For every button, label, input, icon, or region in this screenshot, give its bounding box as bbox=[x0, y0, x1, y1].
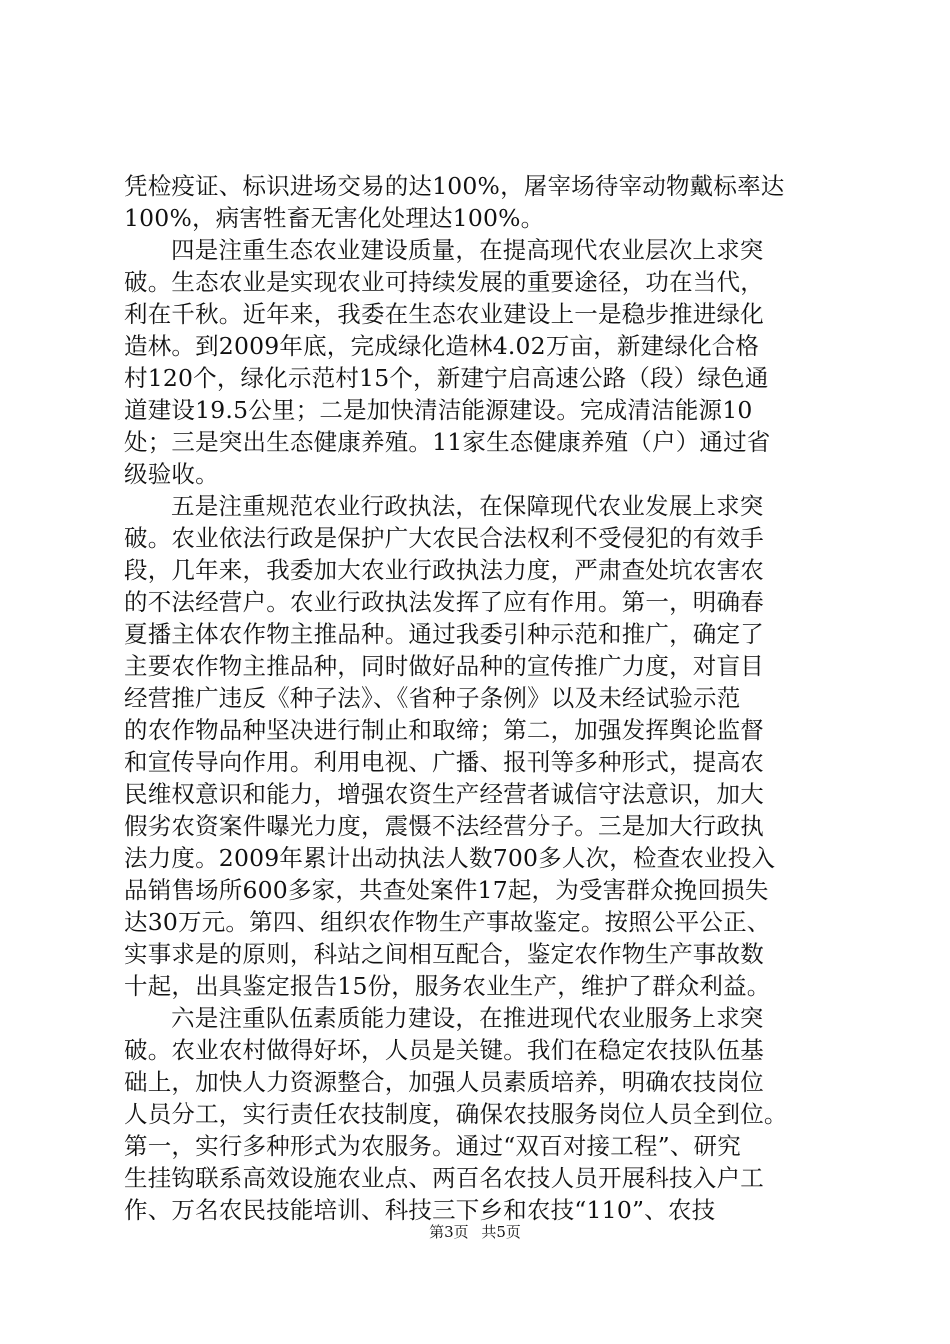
text-line: 人员分工，实行责任农技制度，确保农技服务岗位人员全到位。 bbox=[124, 1100, 788, 1128]
text-line: 第一，实行多种形式为农服务。通过“双百对接工程”、研究 bbox=[124, 1132, 741, 1160]
text-line: 作、万名农民技能培训、科技三下乡和农技“110”、农技 bbox=[124, 1196, 716, 1224]
text-line: 夏播主体农作物主推品种。通过我委引种示范和推广，确定了 bbox=[124, 620, 764, 648]
text-line: 凭检疫证、标识进场交易的达100%，屠宰场待宰动物戴标率达 bbox=[124, 172, 785, 200]
text-line: 主要农作物主推品种，同时做好品种的宣传推广力度，对盲目 bbox=[124, 652, 764, 680]
text-line: 处；三是突出生态健康养殖。11家生态健康养殖（户）通过省 bbox=[124, 428, 771, 456]
paragraph-start-line: 四是注重生态农业建设质量，在提高现代农业层次上求突 bbox=[171, 236, 764, 264]
text-line: 和宣传导向作用。利用电视、广播、报刊等多种形式，提高农 bbox=[124, 748, 764, 776]
text-line: 实事求是的原则，科站之间相互配合，鉴定农作物生产事故数 bbox=[124, 940, 764, 968]
text-line: 段，几年来，我委加大农业行政执法力度，严肃查处坑农害农 bbox=[124, 556, 764, 584]
page-footer bbox=[0, 1222, 950, 1242]
page-number: 第3页 bbox=[429, 1223, 469, 1241]
text-line: 达30万元。第四、组织农作物生产事故鉴定。按照公平公正、 bbox=[124, 908, 771, 936]
text-line: 利在千秋。近年来，我委在生态农业建设上一是稳步推进绿化 bbox=[124, 300, 764, 328]
text-line: 的不法经营户。农业行政执法发挥了应有作用。第一，明确春 bbox=[124, 588, 764, 616]
text-line: 破。生态农业是实现农业可持续发展的重要途径，功在当代， bbox=[124, 268, 764, 296]
text-line: 法力度。2009年累计出动执法人数700多人次，检查农业投入 bbox=[124, 844, 776, 872]
text-line: 假劣农资案件曝光力度，震慑不法经营分子。三是加大行政执 bbox=[124, 812, 764, 840]
text-line: 品销售场所600多家，共查处案件17起，为受害群众挽回损失 bbox=[124, 876, 769, 904]
text-line: 经营推广违反《种子法》、《省种子条例》以及未经试验示范 bbox=[124, 684, 741, 712]
text-line: 100%，病害牲畜无害化处理达100%。 bbox=[124, 204, 545, 232]
text-line: 道建设19.5公里；二是加快清洁能源建设。完成清洁能源10 bbox=[124, 396, 753, 424]
text-line: 的农作物品种坚决进行制止和取缔；第二，加强发挥舆论监督 bbox=[124, 716, 764, 744]
text-line: 破。农业依法行政是保护广大农民合法权利不受侵犯的有效手 bbox=[124, 524, 764, 552]
text-line: 造林。到2009年底，完成绿化造林4.02万亩，新建绿化合格 bbox=[124, 332, 760, 360]
paragraph-start-line: 六是注重队伍素质能力建设，在推进现代农业服务上求突 bbox=[171, 1004, 764, 1032]
page-total: 共5页 bbox=[481, 1223, 521, 1241]
text-line: 民维权意识和能力，增强农资生产经营者诚信守法意识，加大 bbox=[124, 780, 764, 808]
text-line: 十起，出具鉴定报告15份，服务农业生产，维护了群众利益。 bbox=[124, 972, 771, 1000]
body-text bbox=[124, 170, 832, 1226]
paragraph-start-line: 五是注重规范农业行政执法，在保障现代农业发展上求突 bbox=[171, 492, 764, 520]
text-line: 生挂钩联系高效设施农业点、两百名农技人员开展科技入户工 bbox=[124, 1164, 764, 1192]
text-line: 村120个，绿化示范村15个，新建宁启高速公路（段）绿色通 bbox=[124, 364, 769, 392]
text-line: 破。农业农村做得好坏，人员是关键。我们在稳定农技队伍基 bbox=[124, 1036, 764, 1064]
text-line: 级验收。 bbox=[124, 460, 219, 488]
text-line: 础上，加快人力资源整合，加强人员素质培养，明确农技岗位 bbox=[124, 1068, 764, 1096]
